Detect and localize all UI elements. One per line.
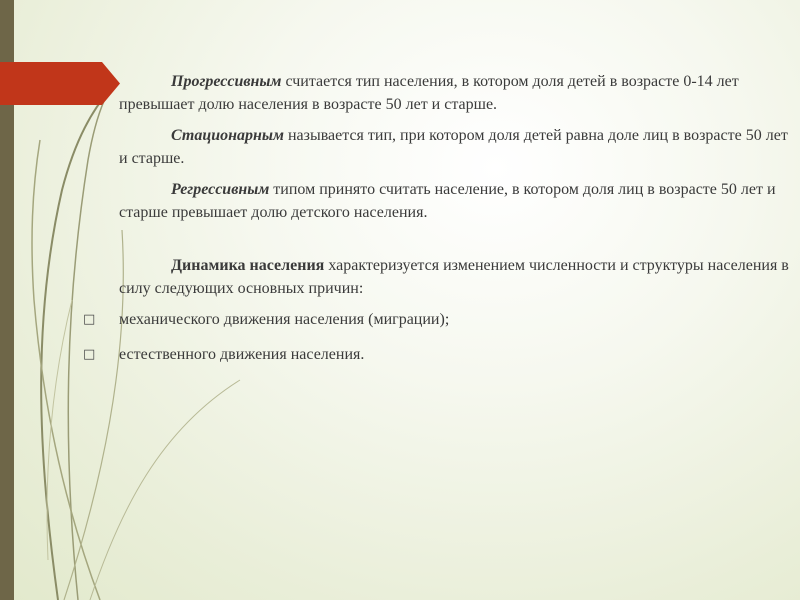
paragraph-progressive <box>119 70 791 116</box>
term-progressive: Прогрессивным <box>171 73 282 90</box>
list-item-text: естественного движения населения. <box>119 346 365 363</box>
text-regressive: типом принято считать население, в котором доля лиц в возрасте 50 лет и старше превышает долю детского населения. <box>119 181 776 221</box>
box-bullet-icon: □ <box>83 312 96 327</box>
term-dynamics: Динамика населения <box>171 257 325 274</box>
accent-ribbon <box>0 62 120 105</box>
paragraph-dynamics <box>119 254 791 300</box>
text-dynamics: характеризуется изменением численности и структуры населения в силу следующих основных причин: <box>119 257 789 297</box>
list-item-text: механического движения населения (миграции); <box>119 311 450 328</box>
paragraph-stationary <box>119 124 791 170</box>
paragraph-regressive <box>119 178 791 224</box>
list-item <box>83 308 791 331</box>
box-bullet-icon: □ <box>83 347 96 362</box>
text-stationary: называется тип, при котором доля детей равна доле лиц в возрасте 50 лет и старше. <box>119 127 788 167</box>
causes-list <box>83 308 791 366</box>
term-stationary: Стационарным <box>171 127 284 144</box>
list-item <box>83 343 791 366</box>
term-regressive: Регрессивным <box>171 181 270 198</box>
text-progressive: считается тип населения, в котором доля детей в возрасте 0-14 лет превышает долю населения в возрасте 50 лет и старше. <box>119 73 739 113</box>
slide-body <box>83 70 791 378</box>
